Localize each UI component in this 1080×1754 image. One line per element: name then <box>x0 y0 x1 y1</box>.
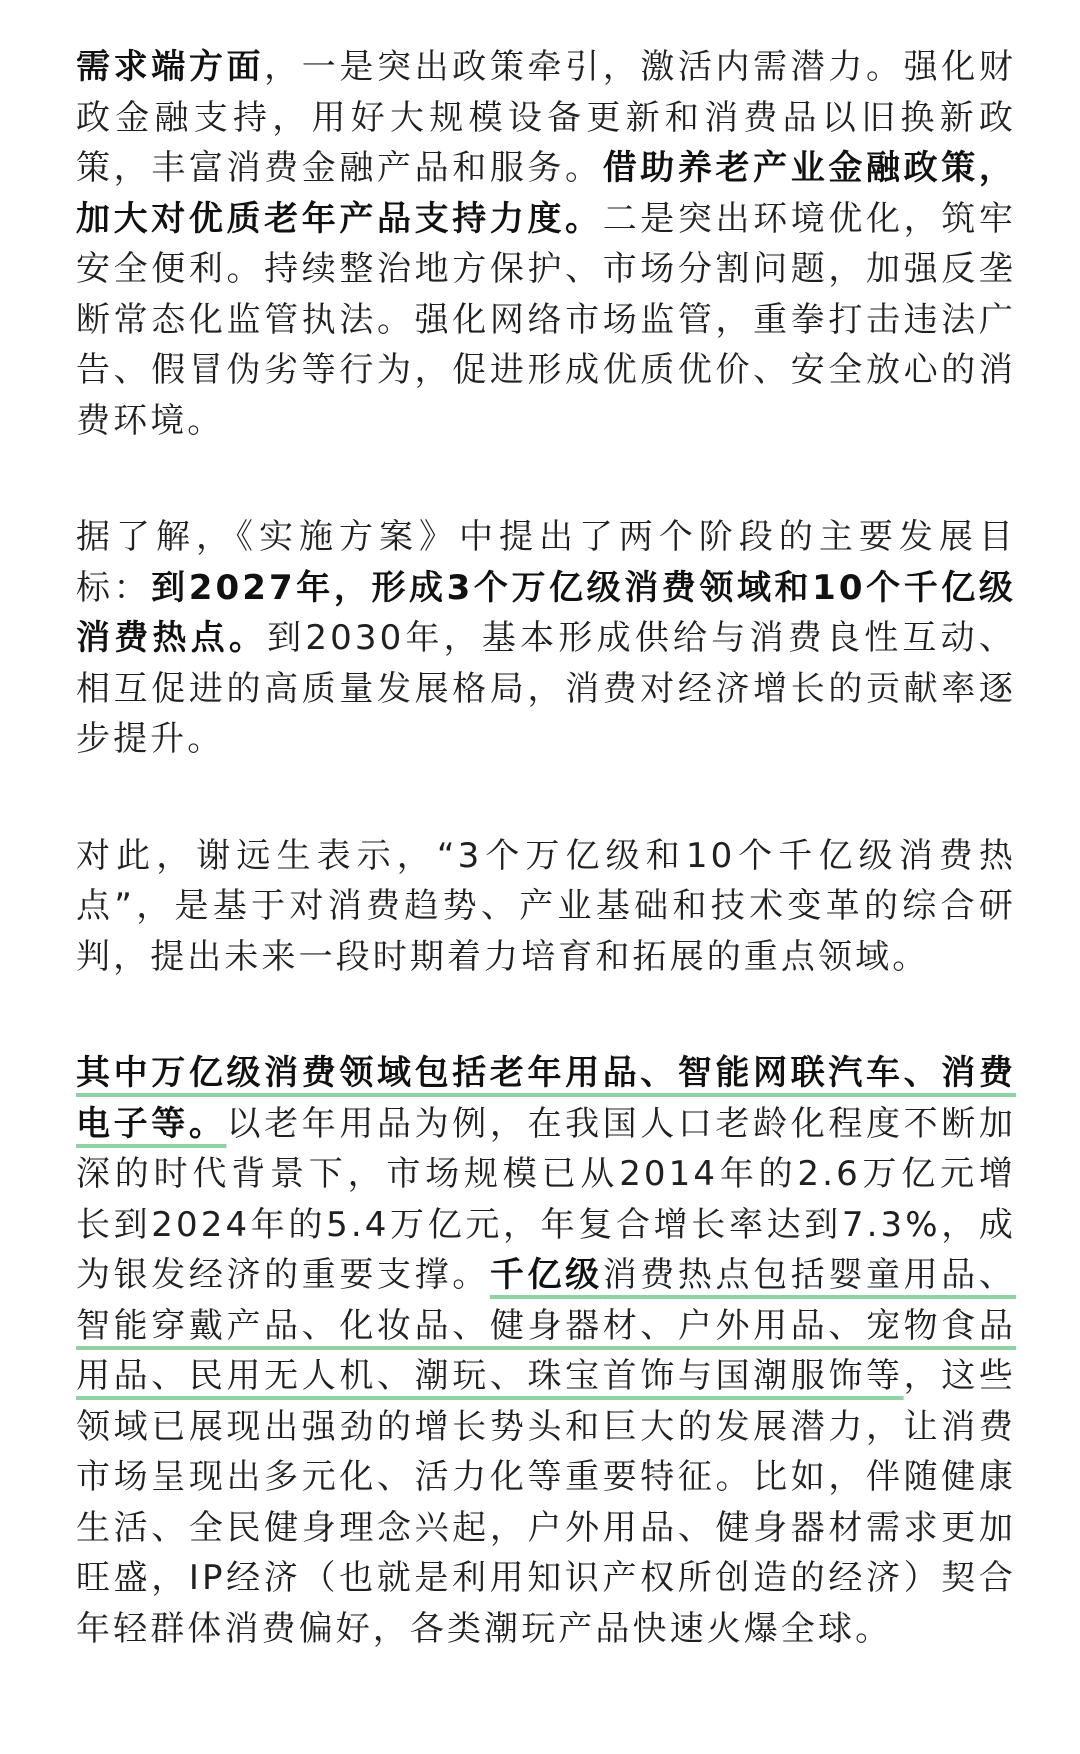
text-segment: 到2030年，基本形成供给与消费良性互动、相互促进的高质量发展格局，消费对经济增长的贡献率逐步提升。 <box>76 618 1016 759</box>
text-segment: 据了解，《实施方案》中提出了两个阶段的主要发展目标： <box>76 517 1016 608</box>
text-segment-bold-highlighted: 千亿级 <box>489 1255 603 1295</box>
article-body <box>76 42 1016 1654</box>
text-segment: 二是突出环境优化，筑牢安全便利。持续整治地方保护、市场分割问题，加强反垄断常态化监管执法。强化网络市场监管，重拳打击违法广告、假冒伪劣等行为，促进形成优质优价、安全放心的消费环境。 <box>76 198 1016 441</box>
text-segment-bold: 需求端方面 <box>76 47 265 87</box>
paragraph-consumption-fields <box>76 1048 1016 1654</box>
paragraph-development-goals <box>76 512 1016 765</box>
text-segment: ，这些领域已展现出强劲的增长势头和巨大的发展潜力，让消费市场呈现出多元化、活力化等重要特征。比如，伴随健康生活、全民健身理念兴起，户外用品、健身器材需求更加旺盛，IP经济（也就是利用知识产权所创造的经济）契合年轻群体消费偏好，各类潮玩产品快速火爆全球。 <box>76 1356 1016 1649</box>
paragraph-xie-comment <box>76 831 1016 983</box>
text-segment-bold: 借助养老产业金融政策，加大对优质老年产品支持力度。 <box>76 148 1016 239</box>
text-segment: 以老年用品为例，在我国人口老龄化程度不断加深的时代背景下，市场规模已从2014年的2.6万亿元增长到2024年的5.4万亿元，年复合增长率达到7.3%，成为银发经济的重要支撑。 <box>76 1103 1016 1295</box>
text-segment-highlighted: 消费热点包括婴童用品、智能穿戴产品、化妆品、健身器材、户外用品、宠物食品用品、民用无人机、潮玩、珠宝首饰与国潮服饰等 <box>76 1255 1016 1396</box>
text-segment: ，一是突出政策牵引，激活内需潜力。强化财政金融支持，用好大规模设备更新和消费品以旧换新政策，丰富消费金融产品和服务。 <box>76 47 1017 188</box>
text-segment-bold: 到2027年，形成3个万亿级消费领域和10个千亿级消费热点。 <box>76 567 1016 658</box>
paragraph-demand-side <box>76 42 1016 446</box>
text-segment: 对此，谢远生表示，“3个万亿级和10个千亿级消费热点”，是基于对消费趋势、产业基础和技术变革的综合研判，提出未来一段时期着力培育和拓展的重点领域。 <box>76 835 1016 977</box>
text-segment-bold-highlighted: 其中万亿级消费领域包括老年用品、智能网联汽车、消费电子等。 <box>76 1053 1016 1144</box>
